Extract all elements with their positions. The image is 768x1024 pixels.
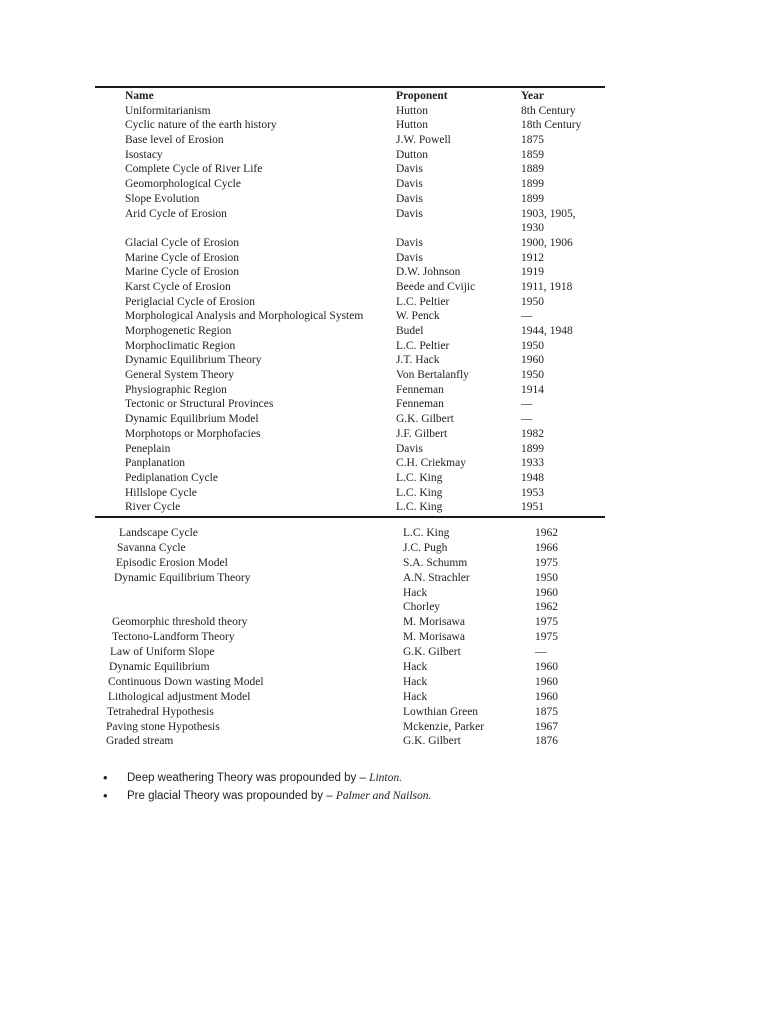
table-row [95, 526, 605, 541]
cell-proponent: M. Morisawa [403, 631, 465, 644]
cell-proponent: J.C. Pugh [403, 541, 448, 554]
top-rule [95, 86, 605, 88]
cell-proponent: L.C. Peltier [396, 295, 450, 308]
table-2-body [95, 526, 605, 749]
cell-year: 1933 [521, 457, 544, 470]
cell-proponent: Beede and Cvijic [396, 280, 476, 293]
cell-year: 1889 [521, 163, 544, 176]
cell-proponent: Davis [396, 442, 423, 455]
bullet-statement: Pre glacial Theory was propounded by – [127, 790, 336, 802]
table-row [95, 148, 605, 163]
cell-name: Base level of Erosion [125, 134, 224, 147]
cell-year: — [521, 413, 533, 426]
cell-name: Pediplanation Cycle [125, 471, 218, 484]
header-proponent: Proponent [396, 90, 448, 102]
cell-year: 1930 [521, 222, 544, 235]
table-row [95, 397, 605, 412]
cell-name: Dynamic Equilibrium Theory [125, 354, 262, 367]
cell-name: Cyclic nature of the earth history [125, 119, 277, 132]
table-row [95, 412, 605, 427]
cell-year: 1950 [521, 369, 544, 382]
table-row [95, 586, 605, 601]
cell-name: Tectono-Landform Theory [112, 631, 235, 644]
cell-proponent: Davis [396, 163, 423, 176]
table-row [95, 486, 605, 501]
scanned-page [95, 86, 605, 806]
cell-year: 1899 [521, 442, 544, 455]
table-row [95, 383, 605, 398]
cell-name: Law of Uniform Slope [110, 646, 215, 659]
bullet-text [127, 787, 431, 805]
cell-proponent: Budel [396, 325, 424, 337]
bullet-note [95, 787, 605, 805]
cell-name: Glacial Cycle of Erosion [125, 236, 240, 249]
header-year: Year [521, 90, 544, 102]
cell-year: 1967 [535, 720, 558, 733]
theories-table-1 [95, 89, 605, 515]
cell-year: 1975 [535, 616, 558, 629]
cell-year: 1875 [535, 705, 558, 718]
table-row [95, 162, 605, 177]
bullet-text [127, 769, 402, 787]
table-row [95, 471, 605, 486]
table-row [95, 630, 605, 645]
cell-name: Marine Cycle of Erosion [125, 266, 240, 279]
cell-proponent: M. Morisawa [403, 616, 465, 629]
bullet-note [95, 769, 605, 787]
cell-name: Morphogenetic Region [125, 325, 232, 337]
table-row [95, 645, 605, 660]
cell-name: Tetrahedral Hypothesis [107, 705, 214, 718]
table-row [95, 236, 605, 251]
header-name: Name [125, 90, 154, 102]
cell-name: Uniformitarianism [125, 104, 211, 117]
cell-proponent: Fenneman [396, 383, 444, 396]
table-row [95, 660, 605, 675]
cell-proponent: J.F. Gilbert [396, 427, 448, 440]
bullet-proponent: Palmer and Nailson. [335, 790, 432, 802]
cell-proponent: D.W. Johnson [396, 266, 461, 279]
table-row [95, 690, 605, 705]
cell-year: 1975 [535, 631, 558, 644]
cell-name: Lithological adjustment Model [108, 690, 251, 703]
cell-year: 1950 [535, 571, 558, 584]
cell-name: Dynamic Equilibrium Model [125, 413, 259, 426]
cell-year: 1911, 1918 [521, 280, 573, 293]
cell-year: 1975 [535, 556, 558, 569]
cell-proponent: Fenneman [396, 398, 444, 411]
cell-year: 18th Century [521, 119, 582, 132]
cell-year: 1982 [521, 427, 544, 440]
table-row [95, 295, 605, 310]
cell-proponent: Chorley [403, 601, 441, 614]
cell-proponent: Lowthian Green [403, 705, 479, 718]
cell-name: Isostacy [125, 148, 163, 161]
bullet-notes [95, 769, 605, 805]
cell-name: Peneplain [125, 442, 171, 455]
table-row [95, 368, 605, 383]
cell-year: — [521, 310, 533, 323]
cell-proponent: Davis [396, 178, 423, 191]
theories-table-2 [95, 526, 605, 749]
cell-name: Slope Evolution [125, 192, 200, 205]
table-row [95, 265, 605, 280]
cell-year: 1919 [521, 266, 544, 279]
cell-name: Morphoclimatic Region [125, 339, 236, 352]
cell-proponent: J.T. Hack [396, 354, 440, 367]
cell-name: Complete Cycle of River Life [125, 163, 263, 176]
table-row [95, 104, 605, 119]
table-row [95, 324, 605, 339]
table-row [95, 600, 605, 615]
cell-year: 1953 [521, 486, 544, 499]
cell-name: Landscape Cycle [119, 527, 198, 539]
table-row [95, 734, 605, 749]
table-row [95, 280, 605, 295]
table-row [95, 118, 605, 133]
cell-name: Hillslope Cycle [125, 486, 197, 499]
cell-year: 1960 [535, 586, 558, 599]
cell-name: Dynamic Equilibrium Theory [114, 571, 251, 584]
cell-year: 1899 [521, 178, 544, 191]
cell-year: 1876 [535, 735, 558, 748]
cell-year: 1951 [521, 501, 544, 514]
cell-year: 1962 [535, 527, 558, 539]
cell-proponent: L.C. King [396, 471, 443, 484]
table-row [95, 339, 605, 354]
table-row [95, 221, 605, 236]
cell-proponent: Hack [403, 586, 428, 599]
table-row [95, 192, 605, 207]
cell-proponent: L.C. King [396, 486, 443, 499]
cell-year: 1944, 1948 [521, 325, 573, 337]
table-row [95, 675, 605, 690]
bullet-proponent: Linton. [369, 772, 403, 784]
cell-proponent: Davis [396, 192, 423, 205]
cell-proponent: Davis [396, 236, 423, 249]
cell-year: 1960 [535, 675, 558, 688]
cell-name: Tectonic or Structural Provinces [125, 398, 274, 411]
cell-name: Periglacial Cycle of Erosion [125, 295, 255, 308]
table-header-row [95, 89, 605, 104]
cell-proponent: Dutton [396, 148, 428, 161]
cell-year: — [535, 646, 547, 659]
cell-name: Geomorphic threshold theory [112, 616, 248, 629]
table-row [95, 207, 605, 222]
cell-proponent: S.A. Schumm [403, 556, 468, 569]
cell-name: Morphotops or Morphofacies [125, 427, 261, 440]
cell-year: 1899 [521, 192, 544, 205]
cell-proponent: L.C. Peltier [396, 339, 450, 352]
cell-proponent: G.K. Gilbert [403, 646, 461, 659]
cell-name: Graded stream [106, 735, 174, 748]
table-row [95, 442, 605, 457]
table-row [95, 571, 605, 586]
cell-proponent: Hutton [396, 104, 428, 117]
cell-proponent: J.W. Powell [396, 134, 451, 147]
middle-rule [95, 516, 605, 518]
bullet-statement: Deep weathering Theory was propounded by – [127, 772, 370, 784]
cell-year: 1903, 1905, [521, 207, 576, 220]
cell-year: 1914 [521, 383, 544, 396]
cell-proponent: Hack [403, 675, 428, 688]
cell-name: Paving stone Hypothesis [106, 720, 220, 733]
cell-year: 1950 [521, 339, 544, 352]
cell-proponent: C.H. Criekmay [396, 457, 466, 470]
cell-name: Marine Cycle of Erosion [125, 251, 240, 264]
table-row [95, 556, 605, 571]
cell-proponent: Davis [396, 207, 423, 220]
cell-proponent: W. Penck [396, 310, 440, 323]
cell-year: 1960 [535, 661, 558, 674]
cell-name: Episodic Erosion Model [116, 556, 228, 569]
cell-year: — [521, 398, 533, 411]
cell-year: 1912 [521, 251, 544, 264]
cell-name: Savanna Cycle [117, 541, 186, 554]
bullet-icon: • [103, 770, 108, 785]
cell-proponent: Hutton [396, 119, 428, 132]
cell-year: 1962 [535, 601, 558, 614]
cell-name: Arid Cycle of Erosion [125, 207, 227, 220]
cell-year: 1875 [521, 134, 544, 147]
cell-proponent: Hack [403, 690, 428, 703]
cell-year: 1960 [521, 354, 544, 367]
bullet-icon: • [103, 788, 108, 803]
cell-name: Morphological Analysis and Morphological System [125, 310, 364, 323]
table-row [95, 309, 605, 324]
table-row [95, 133, 605, 148]
cell-year: 1948 [521, 471, 544, 484]
table-row [95, 456, 605, 471]
cell-name: Continuous Down wasting Model [108, 675, 264, 688]
cell-year: 1960 [535, 690, 558, 703]
cell-name: Geomorphological Cycle [125, 178, 241, 191]
table-row [95, 705, 605, 720]
cell-proponent: G.K. Gilbert [396, 413, 454, 426]
table-row [95, 427, 605, 442]
table-row [95, 353, 605, 368]
cell-proponent: G.K. Gilbert [403, 735, 461, 748]
cell-proponent: Mckenzie, Parker [403, 720, 485, 733]
table-row [95, 177, 605, 192]
table-row [95, 251, 605, 266]
cell-name: Physiographic Region [125, 383, 227, 396]
cell-year: 1900, 1906 [521, 236, 573, 249]
table-row [95, 541, 605, 556]
cell-year: 1859 [521, 148, 544, 161]
cell-proponent: Hack [403, 661, 428, 674]
cell-year: 1950 [521, 295, 544, 308]
cell-name: Panplanation [125, 457, 186, 470]
cell-proponent: Davis [396, 251, 423, 264]
cell-name: Karst Cycle of Erosion [125, 280, 231, 293]
cell-name: Dynamic Equilibrium [109, 661, 210, 674]
table-row [95, 615, 605, 630]
table-1-body [95, 104, 605, 515]
cell-year: 8th Century [521, 104, 576, 117]
cell-name: River Cycle [125, 501, 181, 514]
cell-proponent: Von Bertalanfly [396, 369, 469, 382]
table-row [95, 720, 605, 735]
table-row [95, 500, 605, 515]
cell-proponent: A.N. Strachler [403, 571, 470, 584]
cell-proponent: L.C. King [396, 501, 443, 514]
cell-name: General System Theory [125, 369, 235, 382]
cell-year: 1966 [535, 541, 558, 554]
cell-proponent: L.C. King [403, 527, 450, 539]
